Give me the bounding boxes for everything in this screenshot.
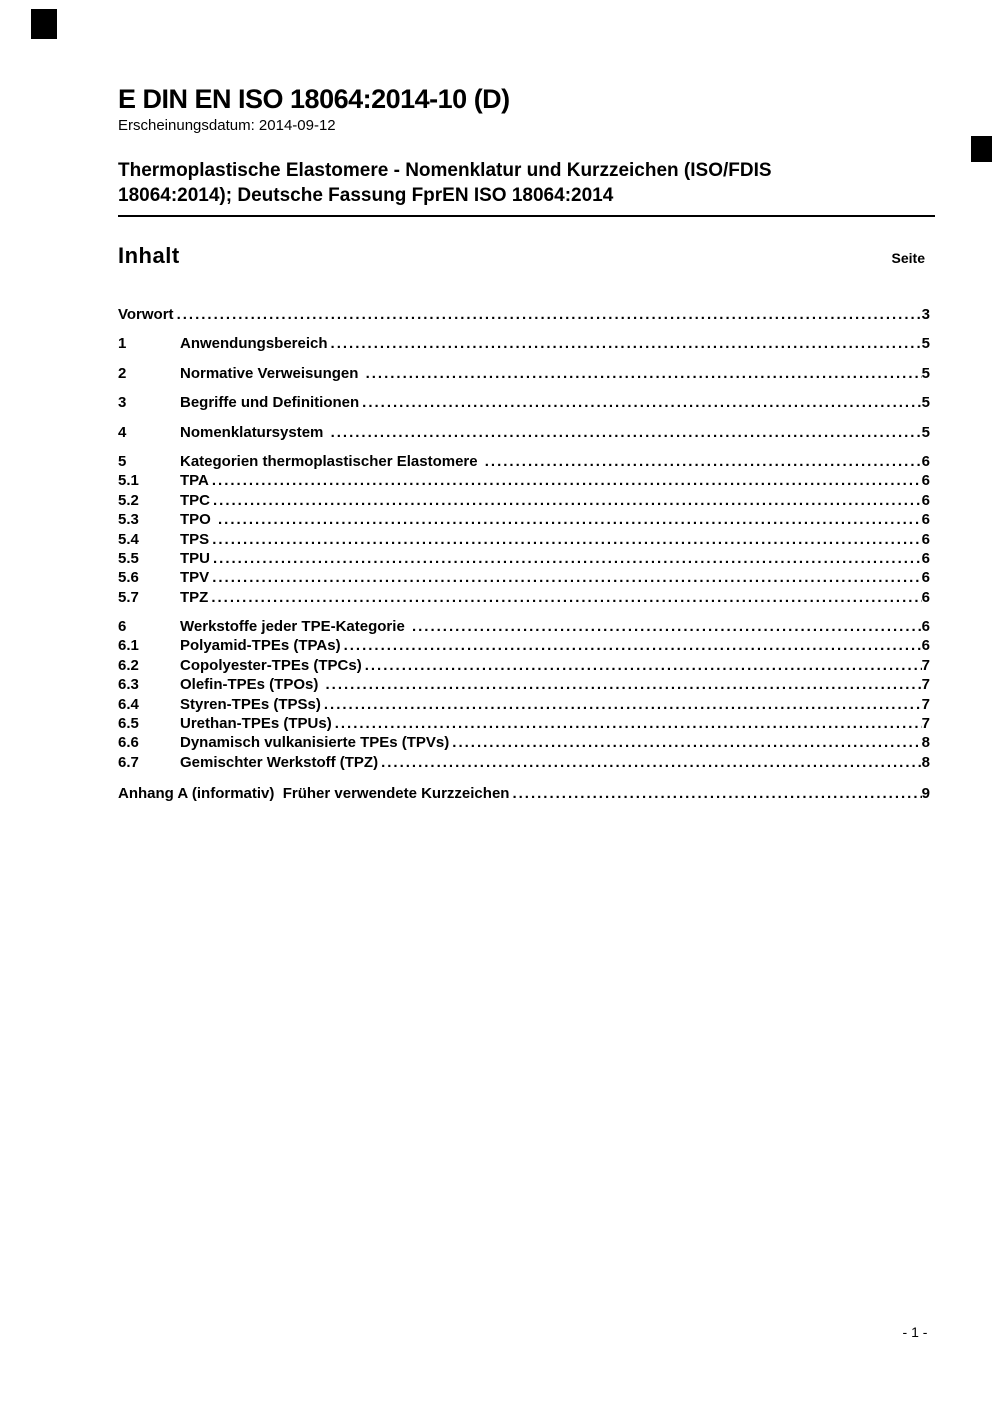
toc-entry-label: Polyamid-TPEs (TPAs): [180, 637, 341, 655]
toc-entry-label: Begriffe und Definitionen: [180, 394, 360, 412]
toc-entry-page: 8: [921, 734, 930, 752]
toc-entry: [118, 784, 930, 803]
toc-entry-label: TPA: [180, 472, 209, 490]
toc-header: [118, 243, 925, 269]
toc-entry-number: 6.1: [118, 637, 139, 655]
page-number: - 1 -: [902, 1324, 928, 1340]
toc-dot-leader: [213, 491, 922, 510]
toc-dot-leader: [218, 510, 922, 529]
toc-entry-label: TPO: [180, 511, 216, 529]
toc-entry-label: TPC: [180, 491, 210, 509]
toc-entry-number: 3: [118, 394, 127, 412]
toc-entry-page: 6: [921, 530, 930, 548]
document-header: [118, 84, 935, 217]
toc-entry-page: 5: [921, 364, 930, 382]
toc-dot-leader: [485, 452, 922, 471]
toc-entry-label: Kategorien thermoplastischer Elastomere: [180, 452, 482, 470]
toc-entry-label: TPS: [180, 530, 210, 548]
toc-entry-label: Anwendungsbereich: [180, 335, 328, 353]
toc-entry-number: 5.2: [118, 491, 139, 509]
toc-entry-page: 6: [921, 472, 930, 490]
toc-dot-leader: [344, 636, 922, 655]
toc-dot-leader: [212, 471, 922, 490]
toc-entry-page: 7: [921, 656, 930, 674]
toc-entry-page: 6: [921, 618, 930, 636]
toc-page-column-label: Seite: [891, 250, 925, 266]
document-designation: E DIN EN ISO 18064:2014-10 (D): [118, 84, 510, 114]
toc-entry-number: 6: [118, 618, 127, 636]
toc-entry-number: 6.4: [118, 695, 139, 713]
toc-entry-label: Anhang A (informativ) Früher verwendete Kurzzeichen: [118, 785, 510, 803]
toc-dot-leader: [512, 784, 921, 803]
toc-entry: [118, 695, 930, 714]
toc-entry-page: 7: [921, 695, 930, 713]
toc-dot-leader: [324, 695, 922, 714]
toc-entry: [118, 305, 930, 324]
print-mark-top-left: [31, 9, 57, 39]
print-mark-right-edge: [971, 136, 992, 162]
document-title: [118, 158, 935, 217]
toc-list: [118, 300, 930, 804]
toc-entry-label: TPZ: [180, 588, 209, 606]
toc-entry-number: 6.5: [118, 715, 139, 733]
toc-entry-number: 5.1: [118, 472, 139, 490]
toc-entry: [118, 753, 930, 772]
toc-dot-leader: [365, 656, 922, 675]
toc-entry-number: 5.6: [118, 569, 139, 587]
toc-entry-label: TPU: [180, 549, 210, 567]
toc-entry-page: 7: [921, 676, 930, 694]
toc-dot-leader: [335, 714, 922, 733]
toc-dot-leader: [381, 753, 922, 772]
toc-entry-page: 6: [921, 549, 930, 567]
document-title-line2: 18064:2014); Deutsche Fassung FprEN ISO 18064:2014: [118, 185, 614, 206]
toc-entry: [118, 334, 930, 353]
toc-entry-number: 2: [118, 364, 127, 382]
toc-entry-label: Olefin-TPEs (TPOs): [180, 676, 323, 694]
toc-dot-leader: [211, 588, 921, 607]
toc-entry: [118, 549, 930, 568]
toc-dot-leader: [452, 733, 921, 752]
toc-entry-number: 6.2: [118, 656, 139, 674]
toc-entry: [118, 714, 930, 733]
toc-entry-label: Werkstoffe jeder TPE-Kategorie: [180, 618, 409, 636]
toc-entry-label: Copolyester-TPEs (TPCs): [180, 656, 362, 674]
toc-entry-number: 1: [118, 335, 127, 353]
toc-entry-number: 5.4: [118, 530, 139, 548]
toc-entry-page: 8: [921, 753, 930, 771]
toc-dot-leader: [212, 568, 921, 587]
toc-entry-number: 6.6: [118, 734, 139, 752]
toc-entry-number: 6.3: [118, 676, 139, 694]
toc-dot-leader: [212, 530, 921, 549]
toc-entry-number: 5.3: [118, 511, 139, 529]
toc-entry-page: 6: [921, 588, 930, 606]
toc-dot-leader: [412, 617, 922, 636]
toc-dot-leader: [366, 364, 922, 383]
toc-entry-number: 5.7: [118, 588, 139, 606]
toc-heading: Inhalt: [118, 243, 180, 268]
toc-entry-label: TPV: [180, 569, 210, 587]
toc-entry-label: Gemischter Werkstoff (TPZ): [180, 753, 379, 771]
toc-entry-label: Urethan-TPEs (TPUs): [180, 715, 332, 733]
toc-dot-leader: [362, 393, 921, 412]
toc-entry-page: 5: [921, 335, 930, 353]
toc-entry-label: Normative Verweisungen: [180, 364, 363, 382]
toc-entry: [118, 568, 930, 587]
document-title-line1: Thermoplastische Elastomere - Nomenklatur und Kurzzeichen (ISO/FDIS: [118, 160, 772, 181]
toc-entry-number: 5: [118, 452, 127, 470]
toc-entry: [118, 491, 930, 510]
toc-entry: [118, 636, 930, 655]
toc-entry: [118, 656, 930, 675]
toc-entry-number: 4: [118, 423, 127, 441]
toc-dot-leader: [331, 334, 922, 353]
toc-entry: [118, 733, 930, 752]
toc-entry-page: 5: [921, 423, 930, 441]
toc-entry-number: 5.5: [118, 549, 139, 567]
publication-date: Erscheinungsdatum: 2014-09-12: [118, 117, 336, 134]
toc-entry-number: 6.7: [118, 753, 139, 771]
toc-dot-leader: [213, 549, 922, 568]
toc-entry: [118, 364, 930, 383]
toc-entry-page: 6: [921, 491, 930, 509]
toc-entry: [118, 617, 930, 636]
toc-entry: [118, 530, 930, 549]
toc-entry-label: Vorwort: [118, 306, 174, 323]
toc-dot-leader: [326, 675, 922, 694]
toc-entry: [118, 510, 930, 529]
toc-dot-leader: [177, 305, 922, 324]
toc-entry: [118, 675, 930, 694]
toc-entry: [118, 471, 930, 490]
toc-entry: [118, 393, 930, 412]
toc-entry: [118, 452, 930, 471]
toc-entry-label: Styren-TPEs (TPSs): [180, 695, 321, 713]
toc-entry-page: 7: [921, 715, 930, 733]
toc-entry: [118, 588, 930, 607]
toc-entry-page: 9: [921, 785, 930, 803]
toc-dot-leader: [331, 423, 922, 442]
toc-entry: [118, 423, 930, 442]
toc-entry-page: 6: [921, 511, 930, 529]
toc-entry-page: 6: [921, 452, 930, 470]
toc-entry-label: Nomenklatursystem: [180, 423, 328, 441]
toc-entry-label: Dynamisch vulkanisierte TPEs (TPVs): [180, 734, 450, 752]
toc-entry-page: 6: [921, 637, 930, 655]
toc-entry-page: 3: [921, 306, 930, 323]
toc-entry-page: 5: [921, 394, 930, 412]
toc-entry-page: 6: [921, 569, 930, 587]
